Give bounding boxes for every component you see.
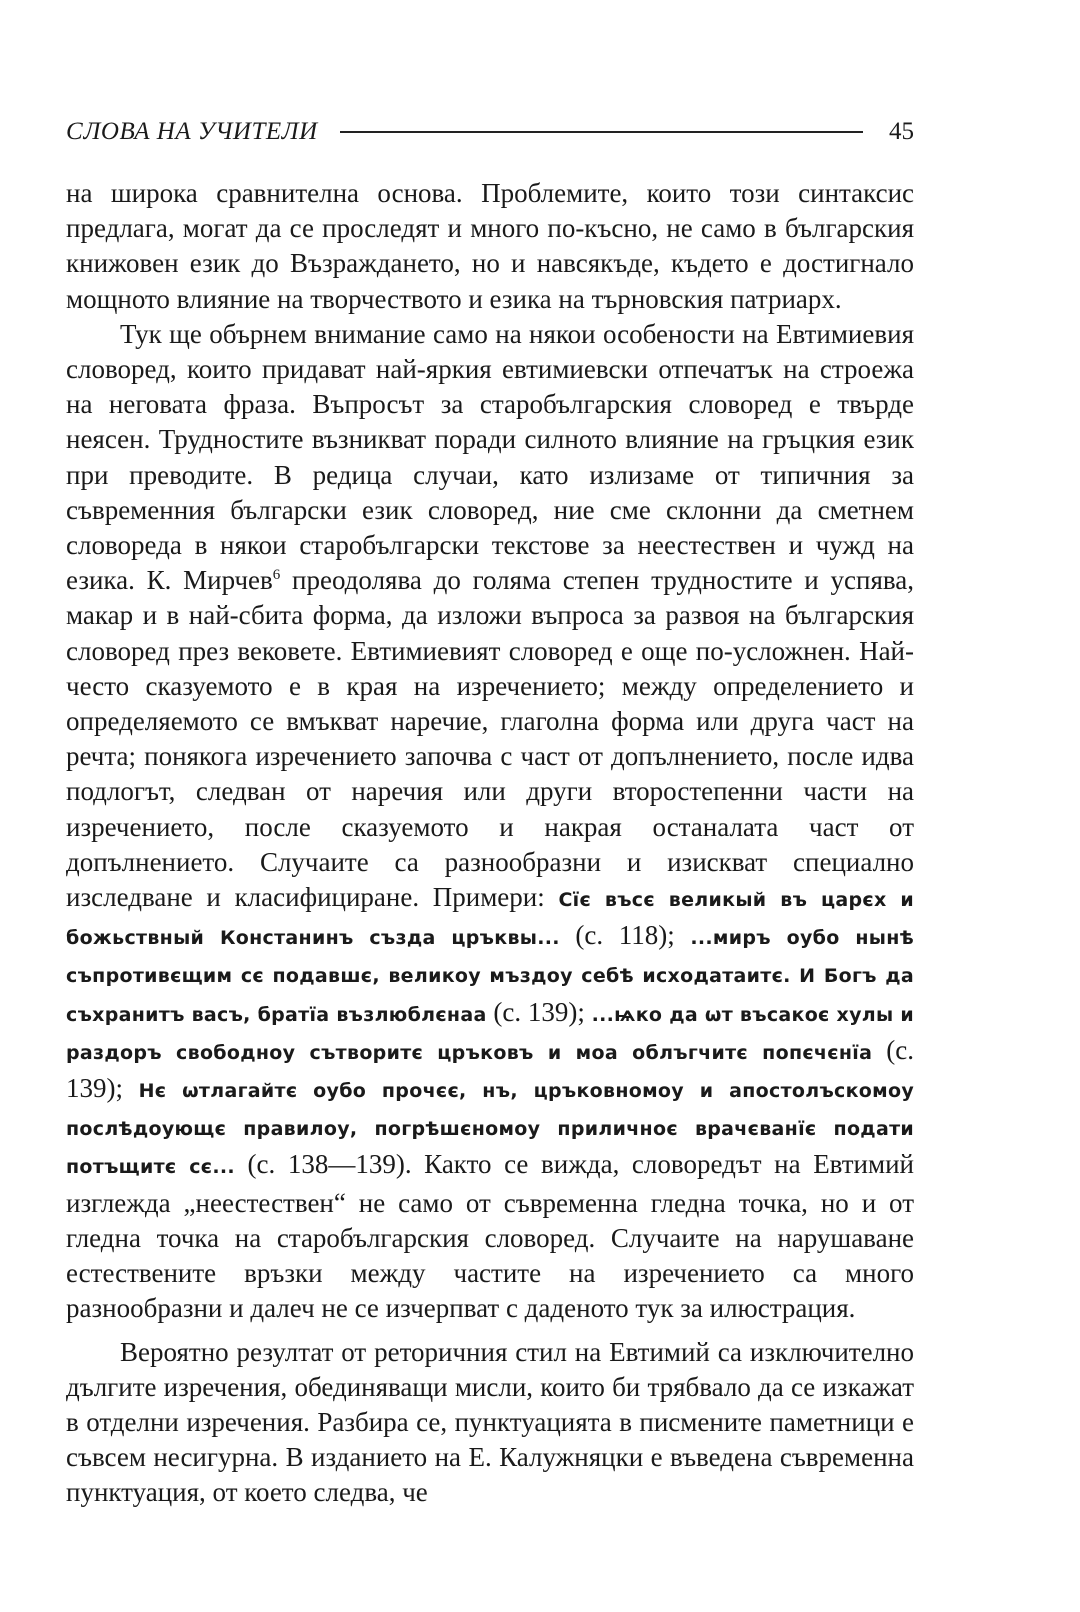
church-slavonic-example-3: ...ѩко да ѡт въсакоє хулы и раздоръ свободноу сътворитє цръковъ и моа облъгчитє попєчєнїа <box>66 1003 915 1064</box>
church-slavonic-example-1: Сїє въсє великый въ царєх и божьствный Констанинъ създа цръквы... <box>66 889 915 950</box>
book-page <box>66 118 914 1511</box>
citation-ref-3: (с. 139); <box>66 1034 914 1104</box>
citation-ref-2: (с. 139); <box>486 996 592 1027</box>
paragraph-2-part-c: (с. 138—139). Както се вижда, словоредът на Евтимий изглежда „неестествен“ не само от съвременна гледна точка, но и от гледна точка на старобългарския словоред. Случаите на нарушаване естествените връзки между частите на изречението са много разнообразни и далеч не се изчерпват с даденото тук за илюстрация. <box>66 1149 914 1324</box>
running-title: СЛОВА НА УЧИТЕЛИ <box>66 118 318 145</box>
body-text <box>66 176 914 1511</box>
church-slavonic-example-4: Нє ѡтлагайтє оубо прочєє, нъ, цръковномоу и апостолъскомоу послѣдоующє правилоу, погрѣшєномоу приличноє врачєванїє подати потъщитє сє... <box>66 1080 915 1179</box>
paragraph-2-part-a: Тук ще обърнем внимание само на някои особености на Евтимиевия словоред, които придават най-яркия евтимиевски отпечатък на строежа на неговата фраза. Въпросът за старобългарския словоред е твърде неясен. Трудностите възникват поради силното влияние на гръцкия език при преводите. В редица случаи, като излизаме от типичния за съвременния български език словоред, ние сме склонни да сметнем словореда в някои старобългарски текстове за неестествен и чужд на езика. К. Мирчев <box>66 318 914 596</box>
citation-ref-1: (с. 118); <box>559 920 691 951</box>
paragraph-1: на широка сравнителна основа. Проблемите, които този синтаксис предлага, могат да се проследят и много по-късно, не само в българския книжовен език до Възраждането, но и навсякъде, където е достигнало мощното влияние на творчеството и езика на търновския патриарх. <box>66 178 914 314</box>
footnote-marker: 6 <box>272 567 281 584</box>
page-number: 45 <box>889 118 914 145</box>
paragraph-3: Вероятно резултат от реторичния стил на Евтимий са изключително дългите изречения, обединяващи мисли, които би трябвало да се изкажат в отделни изречения. Разбира се, пунктуацията в писмените паметници е съвсем несигурна. В изданието на Е. Калужняцки е въведена съвременна пунктуация, от което следва, че <box>66 1336 914 1508</box>
running-header <box>66 118 914 158</box>
church-slavonic-example-2: ...миръ оубо нынѣ съпротивєщим сє подавшє, великоу мъздоу себѣ исходатаитє. И Богъ да съхранитъ васъ, братїа възлюблєнаа <box>66 927 914 1026</box>
header-rule <box>340 131 863 133</box>
paragraph-2 <box>66 317 914 1327</box>
paragraph-2-part-b: преодолява до голяма степен трудностите и успява, макар и в най-сбита форма, да изложи въпроса за развоя на българския словоред през вековете. Евтимиевият словоред е още по-усложнен. Най-често сказуемото е в края на изречението; между определението и определяемото се вмъкват наречие, глаголна форма или друга част на речта; понякога изречението започва с част от допълнението, после идва подлогът, следван от наречия или други второстепенни части на изречението, после сказуемото и накрая останалата част от допълнението. Случаите са разнообразни и изискват специално изследване и класифициране. Примери: <box>66 565 915 913</box>
